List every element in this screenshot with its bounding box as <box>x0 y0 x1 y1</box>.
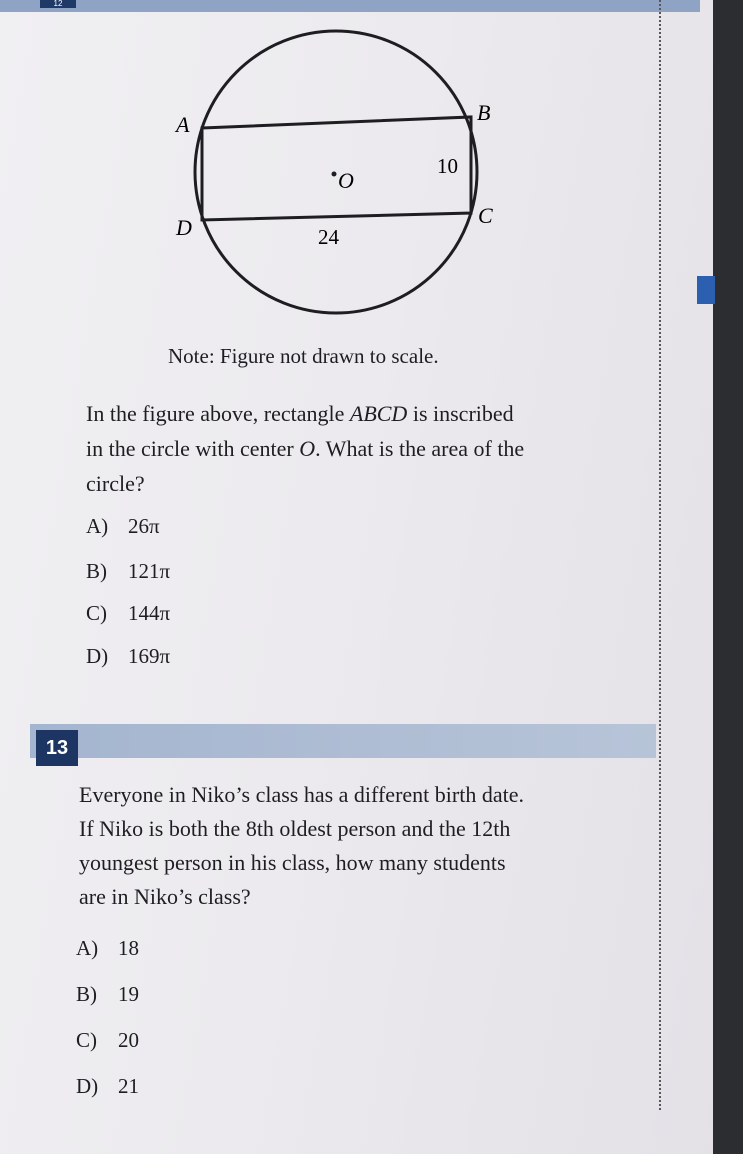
label-d: D <box>176 215 192 240</box>
q12-text-part: circle? <box>86 471 145 496</box>
q13-choice-d[interactable] <box>76 1074 139 1099</box>
question-13-number: 13 <box>36 730 78 766</box>
choice-letter: D) <box>86 644 109 668</box>
q13-choice-b[interactable] <box>76 982 139 1007</box>
choice-letter: D) <box>76 1074 99 1098</box>
q12-text-part: In the figure above, rectangle <box>86 401 350 426</box>
label-a: A <box>176 112 190 137</box>
question-13-stem <box>79 778 639 914</box>
choice-letter: B) <box>86 559 107 583</box>
q12-text-part: in the circle with center <box>86 436 300 461</box>
q12-center-name: O <box>299 436 316 461</box>
choice-text: 20 <box>118 1028 139 1052</box>
choice-text: 144π <box>128 601 171 625</box>
side-length-dc: 24 <box>318 225 339 249</box>
choice-text: 169π <box>128 644 171 668</box>
q12-text-part: . What is the area of the <box>315 436 525 461</box>
choice-text: 18 <box>118 936 139 960</box>
circle <box>195 31 477 313</box>
label-o: O <box>338 168 354 193</box>
q13-text-line: youngest person in his class, how many students <box>79 850 506 875</box>
q12-choice-a[interactable] <box>86 514 160 539</box>
figure-note: Note: Figure not drawn to scale. <box>168 344 439 368</box>
label-c: C <box>478 203 493 228</box>
choice-letter: C) <box>86 601 107 625</box>
question-13-header-bar <box>30 724 656 758</box>
q12-choice-d[interactable] <box>86 644 170 669</box>
q12-choice-c[interactable] <box>86 601 170 626</box>
choice-letter: A) <box>76 936 99 960</box>
label-b: B <box>477 100 491 125</box>
q12-choice-b[interactable] <box>86 559 170 584</box>
choice-letter: A) <box>86 514 109 538</box>
question-12-stem <box>86 396 631 501</box>
choice-text: 19 <box>118 982 139 1006</box>
q12-text-part: is inscribed <box>407 401 514 426</box>
q13-choice-c[interactable] <box>76 1028 139 1053</box>
q13-text-line: are in Niko’s class? <box>79 884 251 909</box>
rectangle-abcd <box>202 117 471 220</box>
inscribed-rectangle-figure <box>0 0 743 340</box>
choice-text: 26π <box>128 514 160 538</box>
q13-text-line: If Niko is both the 8th oldest person and the 12th <box>79 816 511 841</box>
choice-letter: C) <box>76 1028 97 1052</box>
q12-rect-name: ABCD <box>349 401 408 426</box>
choice-text: 21 <box>118 1074 139 1098</box>
choice-text: 121π <box>128 559 171 583</box>
choice-letter: B) <box>76 982 97 1006</box>
q13-choice-a[interactable] <box>76 936 139 961</box>
center-point-o <box>332 172 337 177</box>
q13-text-line: Everyone in Niko’s class has a different birth date. <box>79 782 524 807</box>
previous-question-number: 12 <box>40 0 76 8</box>
side-length-bc: 10 <box>437 154 458 178</box>
